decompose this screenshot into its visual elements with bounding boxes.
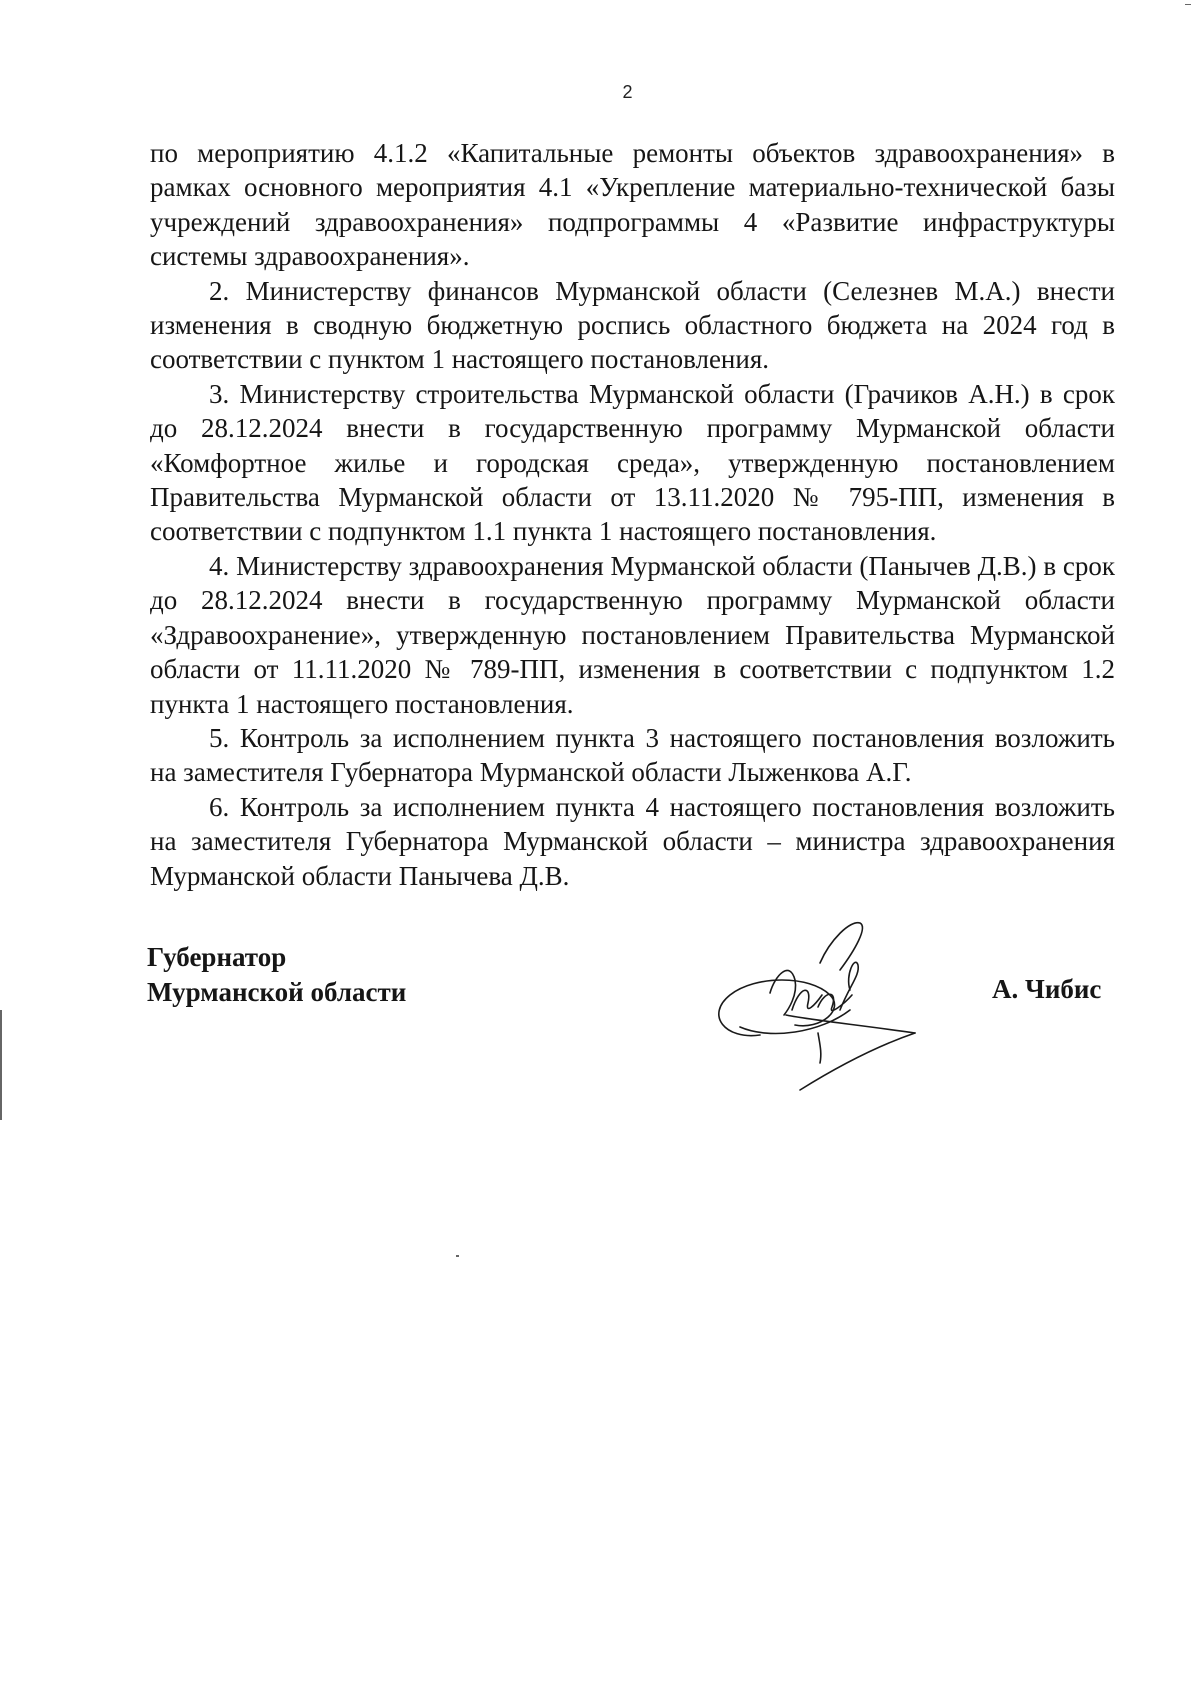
signer-name: А. Чибис (992, 974, 1102, 1004)
scan-speck (1185, 4, 1191, 5)
document-body (150, 136, 1115, 893)
page-number: 2 (622, 82, 633, 102)
scan-speck (456, 1255, 459, 1257)
handwritten-signature (700, 915, 940, 1095)
signatory-position (147, 940, 406, 1010)
paragraph-item-5: 5. Контроль за исполнением пункта 3 настоящего постановления возложить на заместителя Губернатора Мурманской области Лыженкова А.Г. (150, 722, 1115, 788)
paragraph-item-6: 6. Контроль за исполнением пункта 4 настоящего постановления возложить на заместителя Губернатора Мурманской области – министра здравоохранения Мурманской области Панычева Д.В. (150, 791, 1115, 891)
position-title: Губернатор (147, 942, 287, 972)
scan-edge-mark (0, 1010, 2, 1120)
paragraph-continuation: по мероприятию 4.1.2 «Капитальные ремонты объектов здравоохранения» в рамках основного мероприятия 4.1 «Укрепление материально-технической базы учреждений здравоохранения» подпрограммы 4 «Развитие инфраструктуры системы здравоохранения». (150, 138, 1115, 272)
position-region: Мурманской области (147, 977, 407, 1007)
paragraph-item-4: 4. Министерству здравоохранения Мурманской области (Панычев Д.В.) в срок до 28.12.2024 внести в государственную программу Мурманской области «Здравоохранение», утвержденную постановлением Правительства Мурманской области от 11.11.2020 № 789-ПП, изменения в соответствии с подпунктом 1.2 пункта 1 настоящего постановления. (150, 550, 1115, 719)
paragraph-item-2: 2. Министерству финансов Мурманской области (Селезнев М.А.) внести изменения в сводную бюджетную роспись областного бюджета на 2024 год в соответствии с пунктом 1 настоящего постановления. (150, 275, 1115, 375)
paragraph-item-3: 3. Министерству строительства Мурманской области (Грачиков А.Н.) в срок до 28.12.2024 внести в государственную программу Мурманской области «Комфортное жилье и городская среда», утвержденную постановлением Правительства Мурманской области от 13.11.2020 № 795-ПП, изменения в соответствии с подпунктом 1.1 пункта 1 настоящего постановления. (150, 378, 1115, 547)
